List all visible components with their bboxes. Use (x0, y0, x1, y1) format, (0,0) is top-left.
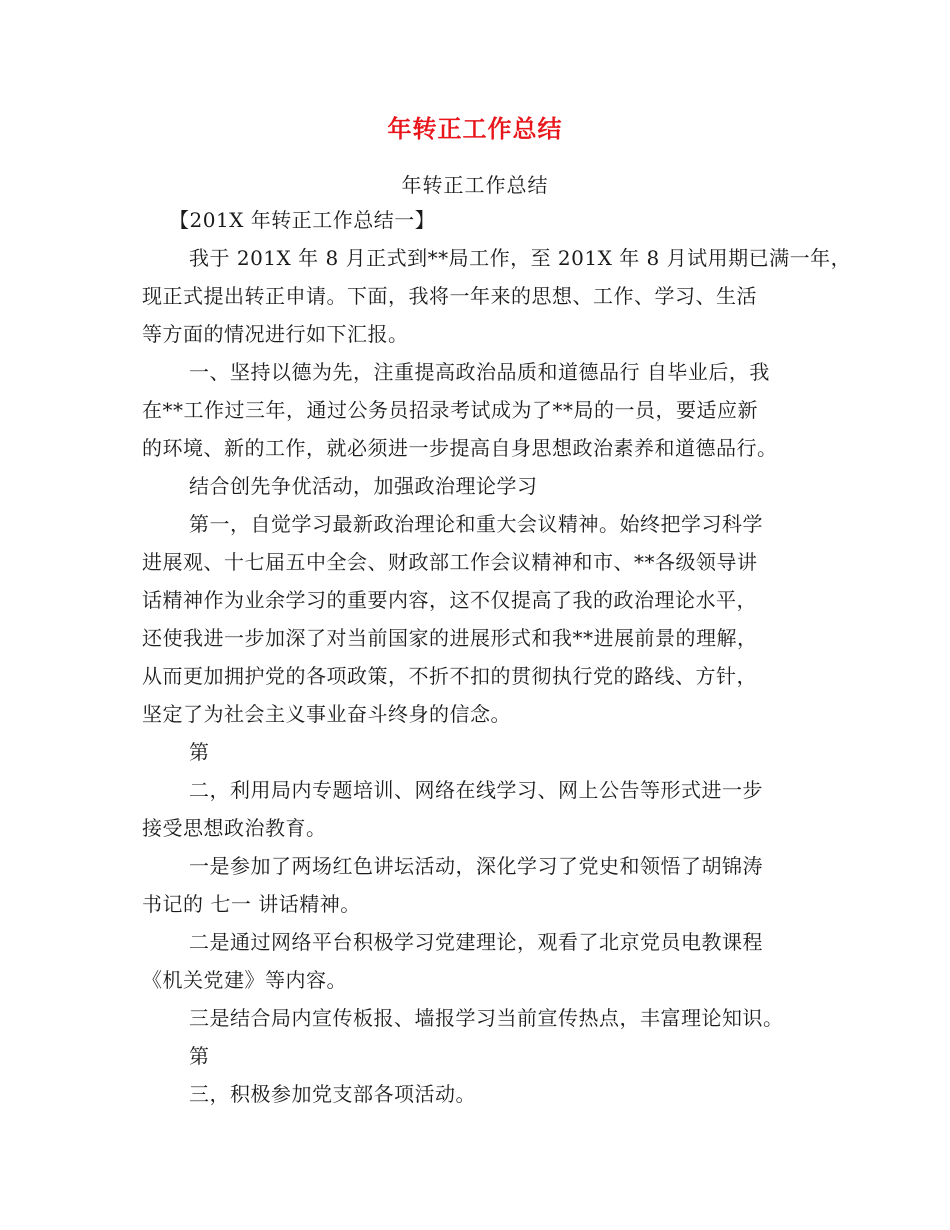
document-title: 年转正工作总结 (387, 115, 563, 143)
paragraph-line: 《机关党建》等内容。 (142, 968, 347, 992)
paragraph-line: 进展观、十七届五中全会、财政部工作会议精神和市、**各级领导讲 (142, 550, 758, 574)
paragraph-line: 接受思想政治教育。 (142, 816, 327, 840)
document-body (142, 205, 852, 1117)
paragraph-line: 三是结合局内宣传板报、墙报学习当前宣传热点，丰富理论知识。 (189, 1006, 784, 1030)
paragraph-line: 从而更加拥护党的各项政策，不折不扣的贯彻执行党的路线、方针， (142, 664, 757, 688)
paragraph-line: 二是通过网络平台积极学习党建理论，观看了北京党员电教课程 (189, 930, 763, 954)
paragraph-line: 三，积极参加党支部各项活动。 (189, 1082, 476, 1106)
paragraph-line: 我于 201X 年 8 月正式到**局工作，至 201X 年 8 月试用期已满一年， (189, 246, 852, 270)
paragraph-line: 的环境、新的工作，就必须进一步提高自身思想政治素养和道德品行。 (142, 436, 778, 460)
section-heading: 【201X 年转正工作总结一】 (169, 208, 436, 232)
paragraph-line: 话精神作为业余学习的重要内容，这不仅提高了我的政治理论水平， (142, 588, 757, 612)
paragraph-line: 一是参加了两场红色讲坛活动，深化学习了党史和领悟了胡锦涛 (189, 854, 763, 878)
paragraph-line: 第 (189, 740, 210, 764)
paragraph-line: 在**工作过三年，通过公务员招录考试成为了**局的一员，要适应新 (142, 398, 758, 422)
paragraph-line: 现正式提出转正申请。下面，我将一年来的思想、工作、学习、生活 (142, 284, 757, 308)
paragraph-line: 第 (189, 1044, 210, 1068)
paragraph-line: 还使我进一步加深了对当前国家的进展形式和我**进展前景的理解， (142, 626, 758, 650)
document-subtitle: 年转正工作总结 (401, 173, 549, 197)
paragraph-line: 第一，自觉学习最新政治理论和重大会议精神。始终把学习科学 (189, 512, 763, 536)
paragraph-line: 书记的 七一 讲话精神。 (142, 892, 361, 916)
paragraph-line: 二，利用局内专题培训、网络在线学习、网上公告等形式进一步 (189, 778, 763, 802)
paragraph-line: 等方面的情况进行如下汇报。 (142, 322, 409, 346)
paragraph-line: 结合创先争优活动，加强政治理论学习 (189, 474, 538, 498)
paragraph-line: 坚定了为社会主义事业奋斗终身的信念。 (142, 702, 511, 726)
paragraph-line: 一、坚持以德为先，注重提高政治品质和道德品行 自毕业后，我 (189, 360, 770, 384)
